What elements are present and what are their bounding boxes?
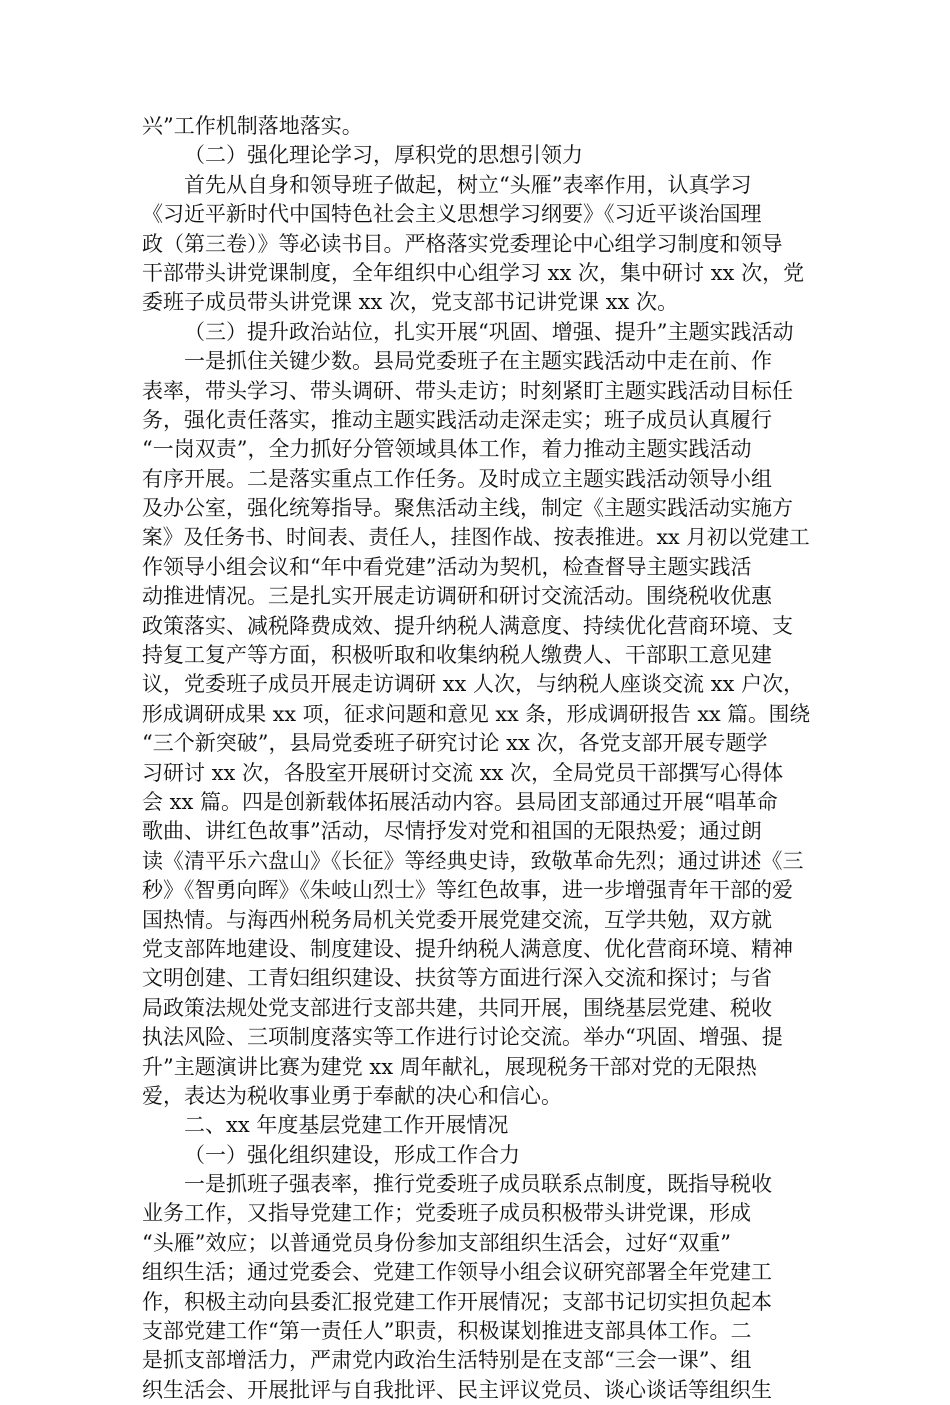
section-heading: （三）提升政治站位，扎实开展“巩固、增强、提升”主题实践活动 — [184, 319, 794, 344]
text-line: 国热情。与海西州税务局机关党委开展党建交流，互学共勉，双方就 — [142, 907, 772, 932]
body-text — [142, 112, 810, 1405]
text-line: 委班子成员带头讲党课 xx 次，党支部书记讲党课 xx 次。 — [142, 290, 679, 315]
text-line: 读《清平乐六盘山》《长征》等经典史诗，致敬革命先烈；通过讲述《三 — [142, 848, 804, 873]
text-line: 执法风险、三项制度落实等工作进行讨论交流。举办“巩固、增强、提 — [142, 1025, 783, 1050]
text-line: 秒》《智勇向晖》《朱岐山烈士》等红色故事，进一步增强青年干部的爱 — [142, 878, 793, 903]
text-line: 作领导小组会议和“年中看党建”活动为契机，检查督导主题实践活 — [142, 554, 752, 579]
text-line: 歌曲、讲红色故事”活动，尽情抒发对党和祖国的无限热爱；通过朗 — [142, 819, 762, 844]
text-line: 习研讨 xx 次，各股室开展研讨交流 xx 次，全局党员干部撰写心得体 — [142, 760, 784, 785]
text-line: 案》及任务书、时间表、责任人，挂图作战、按表推进。xx 月初以党建工 — [142, 525, 810, 550]
text-line: 政（第三卷）》等必读书目。严格落实党委理论中心组学习制度和领导 — [142, 231, 783, 256]
text-line: 文明创建、工青妇组织建设、扶贫等方面进行深入交流和探讨；与省 — [142, 966, 772, 991]
text-line: 支部党建工作“第一责任人”职责，积极谋划推进支部具体工作。二 — [142, 1319, 752, 1344]
text-line: 持复工复产等方面，积极听取和收集纳税人缴费人、干部职工意见建 — [142, 643, 772, 668]
text-line: 爱，表达为税收事业勇于奉献的决心和信心。 — [142, 1083, 562, 1108]
text-line: 及办公室，强化统筹指导。聚焦活动主线，制定《主题实践活动实施方 — [142, 496, 793, 521]
text-line: 务，强化责任落实，推动主题实践活动走深走实；班子成员认真履行 — [142, 407, 772, 432]
text-line: 会 xx 篇。四是创新载体拓展活动内容。县局团支部通过开展“唱革命 — [142, 789, 778, 814]
text-line: 形成调研成果 xx 项，征求问题和意见 xx 条，形成调研报告 xx 篇。围绕 — [142, 701, 811, 726]
text-line: 升”主题演讲比赛为建党 xx 周年献礼，展现税务干部对党的无限热 — [142, 1054, 757, 1079]
text-line: 局政策法规处党支部进行支部共建，共同开展，围绕基层党建、税收 — [142, 995, 772, 1020]
text-line: 业务工作，又指导党建工作；党委班子成员积极带头讲党课，形成 — [142, 1201, 751, 1226]
text-line: 兴”工作机制落地落实。 — [142, 114, 363, 138]
text-line: 干部带头讲党课制度，全年组织中心组学习 xx 次，集中研讨 xx 次，党 — [142, 260, 805, 285]
text-line: 作，积极主动向县委汇报党建工作开展情况；支部书记切实担负起本 — [142, 1289, 772, 1314]
text-line: 织生活会、开展批评与自我批评、民主评议党员、谈心谈话等组织生 — [142, 1377, 772, 1402]
text-line: 党支部阵地建设、制度建设、提升纳税人满意度、优化营商环境、精神 — [142, 936, 793, 961]
text-line: 动推进情况。三是扎实开展走访调研和研讨交流活动。围绕税收优惠 — [142, 584, 772, 609]
paragraph-start: 一是抓班子强表率，推行党委班子成员联系点制度，既指导税收 — [184, 1172, 772, 1197]
paragraph-start: 首先从自身和领导班子做起，树立“头雁”表率作用，认真学习 — [184, 172, 752, 197]
text-line: “三个新突破”，县局党委班子研究讨论 xx 次，各党支部开展专题学 — [142, 731, 768, 756]
text-line: 表率，带头学习、带头调研、带头走访；时刻紧盯主题实践活动目标任 — [142, 378, 793, 403]
text-line: 《习近平新时代中国特色社会主义思想学习纲要》《习近平谈治国理 — [142, 202, 762, 227]
section-heading: （一）强化组织建设，形成工作合力 — [184, 1142, 520, 1167]
text-line: 有序开展。二是落实重点工作任务。及时成立主题实践活动领导小组 — [142, 466, 772, 491]
chapter-heading: 二、xx 年度基层党建工作开展情况 — [184, 1113, 509, 1138]
paragraph-start: 一是抓住关键少数。县局党委班子在主题实践活动中走在前、作 — [184, 349, 772, 374]
section-heading: （二）强化理论学习，厚积党的思想引领力 — [184, 143, 583, 168]
text-line: 议，党委班子成员开展走访调研 xx 人次，与纳税人座谈交流 xx 户次， — [142, 672, 805, 697]
text-line: 政策落实、减税降费成效、提升纳税人满意度、持续优化营商环境、支 — [142, 613, 793, 638]
text-line: “头雁”效应；以普通党员身份参加支部组织生活会，过好“双重” — [142, 1230, 731, 1255]
text-line: “一岗双责”，全力抓好分管领域具体工作，着力推动主题实践活动 — [142, 437, 752, 462]
text-line: 组织生活；通过党委会、党建工作领导小组会议研究部署全年党建工 — [142, 1260, 772, 1285]
text-line: 是抓支部增活力，严肃党内政治生活特别是在支部“三会一课”、组 — [142, 1348, 752, 1373]
